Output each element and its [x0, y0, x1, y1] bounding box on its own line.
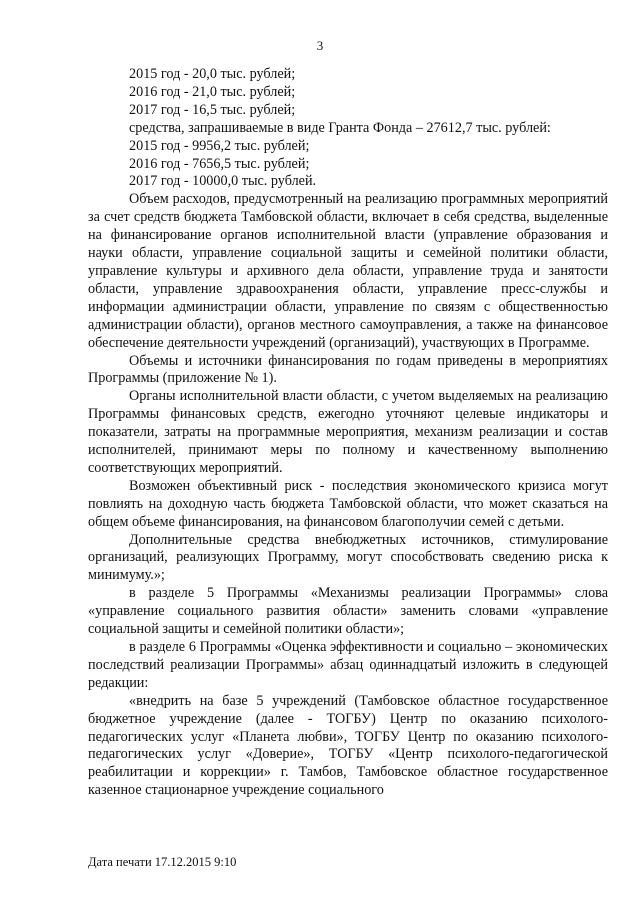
grant-funds-line: средства, запрашиваемые в виде Гранта Фонда – 27612,7 тыс. рублей:: [129, 119, 551, 136]
grant-line-2015: 2015 год - 9956,2 тыс. рублей;: [129, 137, 310, 154]
funding-line-2017: 2017 год - 16,5 тыс. рублей;: [129, 101, 296, 118]
document-body: [88, 66, 608, 800]
paragraph-quote-implement: «внедрить на базе 5 учреждений (Тамбовское областное государственное бюджетное учреждение (далее - ТОГБУ) Центр по оказанию психолого-педагогических услуг «Планета любви», ТОГБУ Центр по оказанию психолого-педагогических услуг «Доверие», ТОГБУ «Центр психолого-педагогической реабилитации и коррекции» г. Тамбов, Тамбовское областное государственное казенное стационарное учреждение социального: [88, 692, 608, 799]
funding-line-2015: 2015 год - 20,0 тыс. рублей;: [129, 66, 296, 82]
paragraph-section-6: в разделе 6 Программы «Оценка эффективности и социально – экономических последствий реализации Программы» абзац одиннадцатый изложить в следующей редакции:: [88, 639, 608, 691]
grant-line-2016: 2016 год - 7656,5 тыс. рублей;: [129, 155, 310, 172]
paragraph-additional-funds: Дополнительные средства внебюджетных источников, стимулирование организаций, реализующих Программу, могут способствовать сведению риска к минимуму.»;: [88, 531, 608, 584]
paragraph-funding-sources: Объемы и источники финансирования по годам приведены в мероприятиях Программы (приложение № 1).: [88, 352, 608, 387]
paragraph-executive-bodies: Органы исполнительной власти области, с учетом выделяемых на реализацию Программы финансовых средств, ежегодно уточняют целевые индикаторы и показатели, затраты на программные мероприятия, механизм реализации и состав исполнителей, принимают меры по полному и качественному выполнению соответствующих мероприятий.: [88, 388, 608, 476]
paragraph-risk: Возможен объективный риск - последствия экономического кризиса могут повлиять на доходную часть бюджета Тамбовской области, что может сказаться на общем объеме финансирования, на финансовом благополучии семей с детьми.: [88, 477, 608, 530]
page-number: 3: [316, 38, 324, 53]
print-date: Дата печати 17.12.2015 9:10: [88, 855, 237, 869]
paragraph-section-5: в разделе 5 Программы «Механизмы реализации Программы» слова «управление социального развития области» заменить словами «управление социальной защиты и семейной политики области»;: [88, 585, 608, 638]
paragraph-expenses: Объем расходов, предусмотренный на реализацию программных мероприятий за счет средств бюджета Тамбовской области, включает в себя средства, выделенные на финансирование органов исполнительной власти (управление образования и науки области, управление социальной защиты и семейной политики области, управление культуры и архивного дела области, управление труда и занятости области, управление здравоохранения области, управление пресс-службы и информации администрации области, управление по связям с общественностью администрации области), органов местного самоуправления, а также на финансовое обеспечение деятельности учреждений (организаций), участвующих в Программе.: [88, 191, 608, 351]
funding-line-2016: 2016 год - 21,0 тыс. рублей;: [129, 83, 296, 100]
grant-line-2017: 2017 год - 10000,0 тыс. рублей.: [129, 173, 317, 190]
